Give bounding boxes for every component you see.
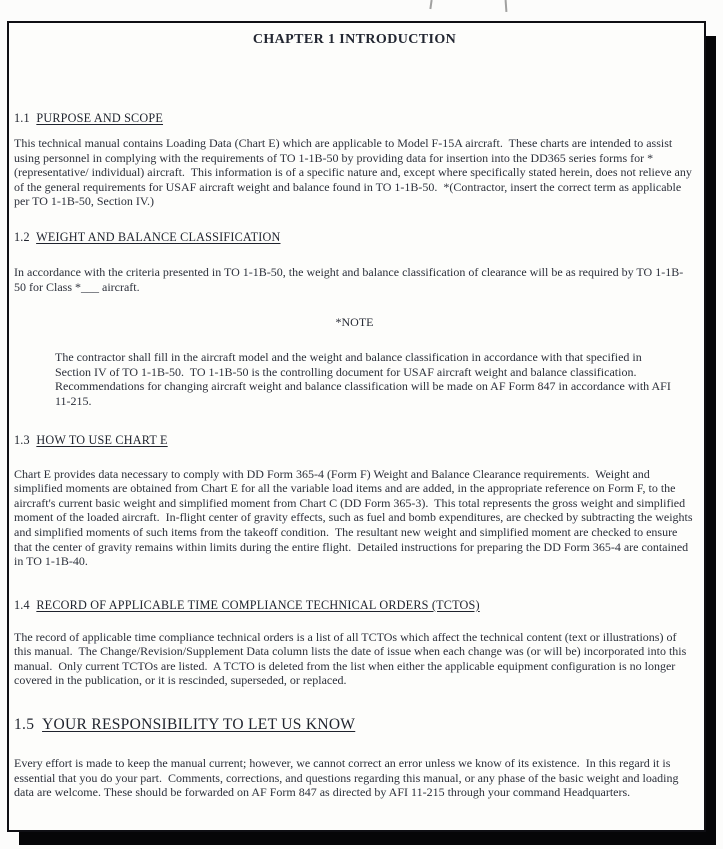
section-number: 1.3 <box>14 432 30 447</box>
section-title: PURPOSE AND SCOPE <box>36 111 164 125</box>
section-heading-1-4 <box>14 598 695 613</box>
document-page <box>7 21 706 832</box>
note-paragraph: The contractor shall fill in the aircraft model and the weight and balance classification in accordance with that specified in Section IV of TO 1-1B-50. TO 1-1B-50 is the controlling document for USAF aircraft weight and balance classification. Recommendations for changing aircraft weight and balance classification will be made on AF Form 847 in accordance with AFI 11-215. <box>55 350 674 408</box>
paragraph-1-4: The record of applicable time compliance technical orders is a list of all TCTOs which affect the technical content (text or illustrations) of this manual. The Change/Revision/Supplement Data column lists the date of issue when each change was (or will be) incorporated into this manual. Only current TCTOs are listed. A TCTO is deleted from the list when either the applicable equipment configuration is no longer covered in the publication, or it is rescinded, superseded, or replaced. <box>14 629 690 688</box>
scan-artifact <box>505 0 508 12</box>
section-number: 1.5 <box>14 716 35 734</box>
paragraph-1-2: In accordance with the criteria presented in TO 1-1B-50, the weight and balance classification of clearance will be as required by TO 1-1B-50 for Class *___ aircraft. <box>14 264 684 294</box>
chapter-title: CHAPTER 1 INTRODUCTION <box>252 32 457 47</box>
section-heading-1-2 <box>14 230 695 245</box>
section-title: WEIGHT AND BALANCE CLASSIFICATION <box>36 229 281 244</box>
section-heading-1-3 <box>14 433 695 448</box>
section-title: RECORD OF APPLICABLE TIME COMPLIANCE TECHNICAL ORDERS (TCTOS) <box>36 597 480 612</box>
paragraph-1-1: This technical manual contains Loading Data (Chart E) which are applicable to Model F-15A aircraft. These charts are intended to assist using personnel in complying with the requirements of TO 1-1B-50 by providing data for insertion into the DD365 series forms for *(representative/ individual) aircraft. This information is of a specific nature and, except where specifically stated herein, does not relieve any of the general requirements for USAF aircraft weight and balance found in TO 1-1B-50. *(Contractor, insert the correct term as applicable per TO 1-1B-50, Section IV.) <box>14 136 695 209</box>
section-heading-1-5 <box>14 716 695 734</box>
paragraph-1-5: Every effort is made to keep the manual current; however, we cannot correct an error unless we know of its existence. In this regard it is essential that you do your part. Comments, corrections, and questions regarding this manual, or any phase of the basic weight and loading data are welcome. These should be forwarded on AF Form 847 as directed by AFI 11-215 through your command Headquarters. <box>14 756 682 800</box>
paragraph-1-3: Chart E provides data necessary to comply with DD Form 365-4 (Form F) Weight and Balance Clearance requirements. Weight and simplified moments are obtained from Chart E for all the variable load items and are added, in the appropriate reference on Form F, to the aircraft's current basic weight and simplified moment from Chart C (DD Form 365-3). This total represents the gross weight and simplified moment of the loaded aircraft. In-flight center of gravity effects, such as fuel and bomb expenditures, are checked by subtracting the weights and simplified moments of such items from the takeoff condition. The resultant new weight and simplified moment are checked to ensure that the center of gravity remains within limits during the entire flight. Detailed instructions for preparing the DD Form 365-4 are contained in TO 1-1B-40. <box>14 466 696 569</box>
section-number: 1.4 <box>14 597 30 612</box>
section-title: YOUR RESPONSIBILITY TO LET US KNOW <box>42 716 356 734</box>
section-title: HOW TO USE CHART E <box>36 432 168 447</box>
section-number: 1.1 <box>14 111 30 125</box>
note-label: *NOTE <box>335 315 374 330</box>
scan-artifact <box>429 0 432 9</box>
section-heading-1-1 <box>14 111 695 126</box>
section-number: 1.2 <box>14 229 30 244</box>
